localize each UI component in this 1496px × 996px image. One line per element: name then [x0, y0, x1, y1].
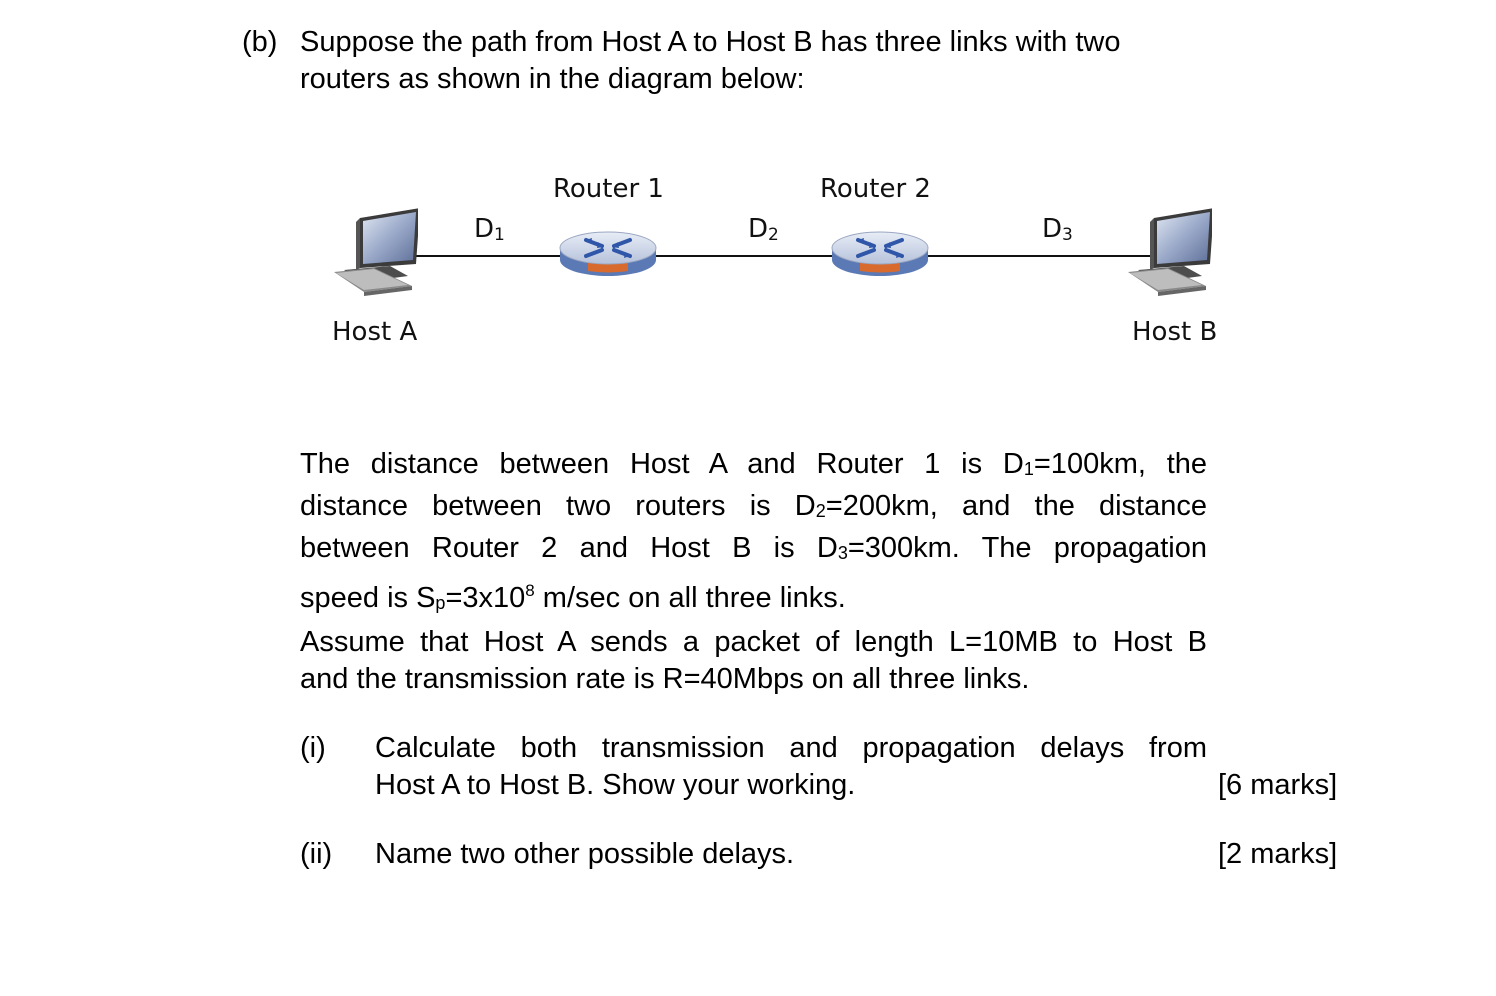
- host-b-computer-icon: [1128, 206, 1212, 302]
- part-i-line-2: Host A to Host B. Show your working.: [375, 769, 856, 801]
- distance-line-4: speed is $S_p=3x10^8$ m/sec on all three links.: [300, 581, 846, 614]
- link-d2-line: [646, 255, 838, 257]
- part-i-line-1: Calculate both transmission and propagation delays from: [375, 732, 1207, 764]
- part-i-number: (i): [300, 732, 326, 764]
- link-d3-label: $D_3$: [1042, 214, 1073, 245]
- question-intro-line1: Suppose the path from Host A to Host B has three links with two: [300, 26, 1121, 58]
- packet-line-2: and the transmission rate is R=40Mbps on all three links.: [300, 663, 1030, 695]
- router-2-icon: [830, 226, 930, 284]
- router-1-icon: [558, 226, 658, 284]
- part-ii-marks: [2 marks]: [1218, 838, 1338, 870]
- link-d1-line: [410, 255, 572, 257]
- question-label: (b): [242, 26, 278, 58]
- question-intro-line2: routers as shown in the diagram below:: [300, 63, 805, 95]
- link-d1-label: $D_1$: [474, 214, 505, 245]
- host-b-label: Host B: [1132, 317, 1218, 347]
- link-d2-label: $D_2$: [748, 214, 779, 245]
- host-a-computer-icon: [334, 206, 418, 302]
- distance-paragraph: [300, 446, 1207, 622]
- part-i-marks: [6 marks]: [1218, 769, 1338, 801]
- distance-line-3: between Router 2 and Host B is $D_3=300km$. The propagation: [300, 532, 1207, 564]
- part-i-text: [375, 730, 1207, 804]
- host-a-label: Host A: [332, 317, 418, 347]
- part-ii-text: Name two other possible delays.: [375, 838, 795, 870]
- router-2-label: Router 2: [820, 174, 931, 204]
- distance-line-2: distance between two routers is $D_2=200km$, and the distance: [300, 490, 1208, 522]
- router-1-label: Router 1: [553, 174, 664, 204]
- link-d3-line: [914, 255, 1150, 257]
- packet-paragraph: [300, 624, 1207, 698]
- part-ii-number: (ii): [300, 838, 333, 870]
- distance-line-1: The distance between Host A and Router 1 is $D_1=100km$, the: [300, 448, 1208, 480]
- packet-line-1: Assume that Host A sends a packet of length L=10MB to Host B: [300, 626, 1207, 658]
- network-diagram: [0, 0, 1496, 360]
